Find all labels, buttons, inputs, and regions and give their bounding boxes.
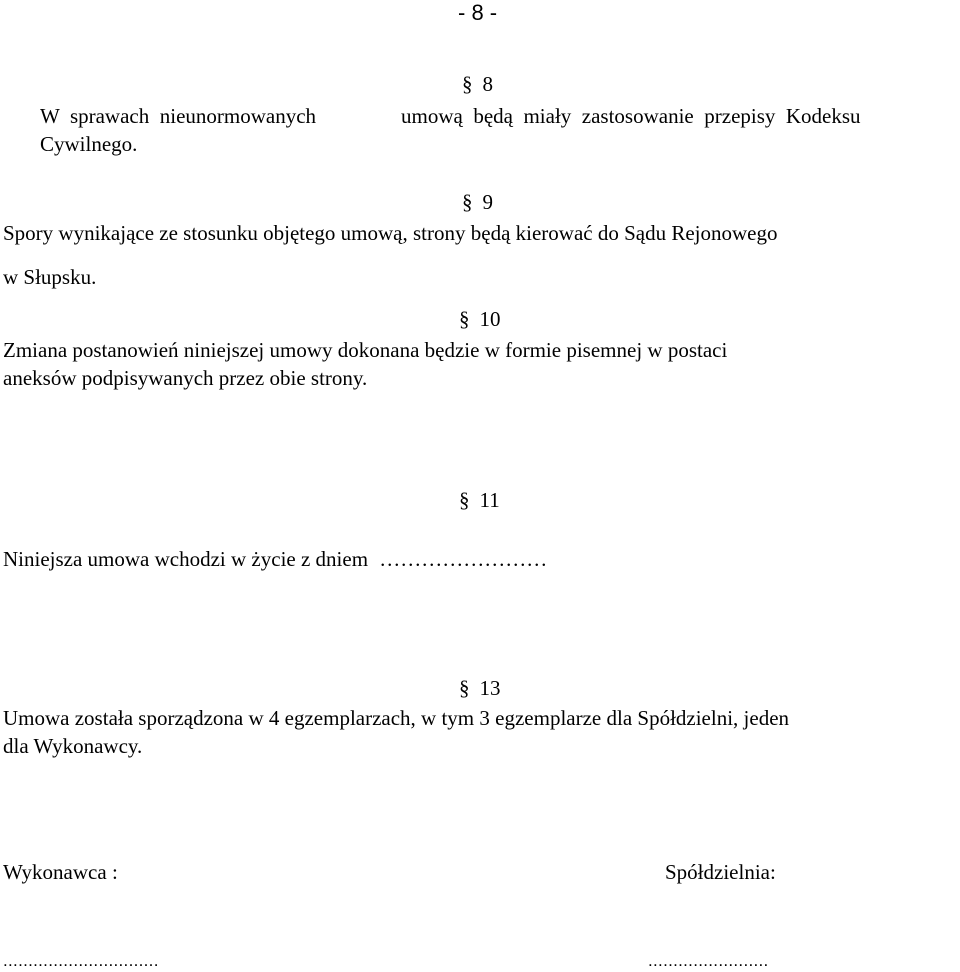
signature-line-contractor: ............................... — [3, 951, 159, 970]
section-10-heading — [459, 307, 501, 332]
signature-label-contractor: Wykonawca : — [3, 860, 118, 884]
section-9-text-line1: Spory wynikające ze stosunku objętego umową, strony będą kierować do Sądu Rejonowego — [3, 221, 778, 245]
section-8-text-part2: umową będą miały zastosowanie przepisy Kodeksu — [401, 104, 861, 128]
section-symbol: § — [462, 72, 473, 96]
signature-label-cooperative: Spółdzielnia: — [665, 860, 776, 884]
section-11-heading — [459, 488, 500, 513]
section-10-text-line1: Zmiana postanowień niniejszej umowy dokonana będzie w formie pisemnej w postaci — [3, 338, 728, 362]
section-symbol: § — [459, 307, 470, 331]
signature-line-cooperative: ........................ — [648, 951, 769, 970]
section-13-heading — [459, 676, 501, 701]
section-8-text-part1: W sprawach nieunormowanych — [40, 104, 317, 128]
section-11-text — [3, 547, 547, 572]
section-symbol: § — [462, 190, 473, 214]
section-13-text-line1: Umowa została sporządzona w 4 egzemplarzach, w tym 3 egzemplarze dla Spółdzielni, jeden — [3, 706, 790, 730]
section-symbol: § — [459, 676, 470, 700]
date-blank: …………………… — [379, 547, 548, 571]
section-number: 8 — [482, 72, 493, 96]
section-8-heading — [462, 72, 493, 97]
section-9-heading — [462, 190, 493, 215]
section-number: 11 — [479, 488, 500, 512]
section-number: 9 — [482, 190, 493, 214]
page-number: - 8 - — [458, 0, 498, 25]
section-number: 13 — [479, 676, 501, 700]
section-8-text-line2: Cywilnego. — [40, 132, 138, 156]
section-13-text-line2: dla Wykonawcy. — [3, 734, 143, 758]
section-number: 10 — [479, 307, 501, 331]
section-9-text-line2: w Słupsku. — [3, 265, 97, 289]
section-10-text-line2: aneksów podpisywanych przez obie strony. — [3, 366, 368, 390]
section-11-sentence: Niniejsza umowa wchodzi w życie z dniem — [3, 547, 369, 571]
section-symbol: § — [459, 488, 470, 512]
